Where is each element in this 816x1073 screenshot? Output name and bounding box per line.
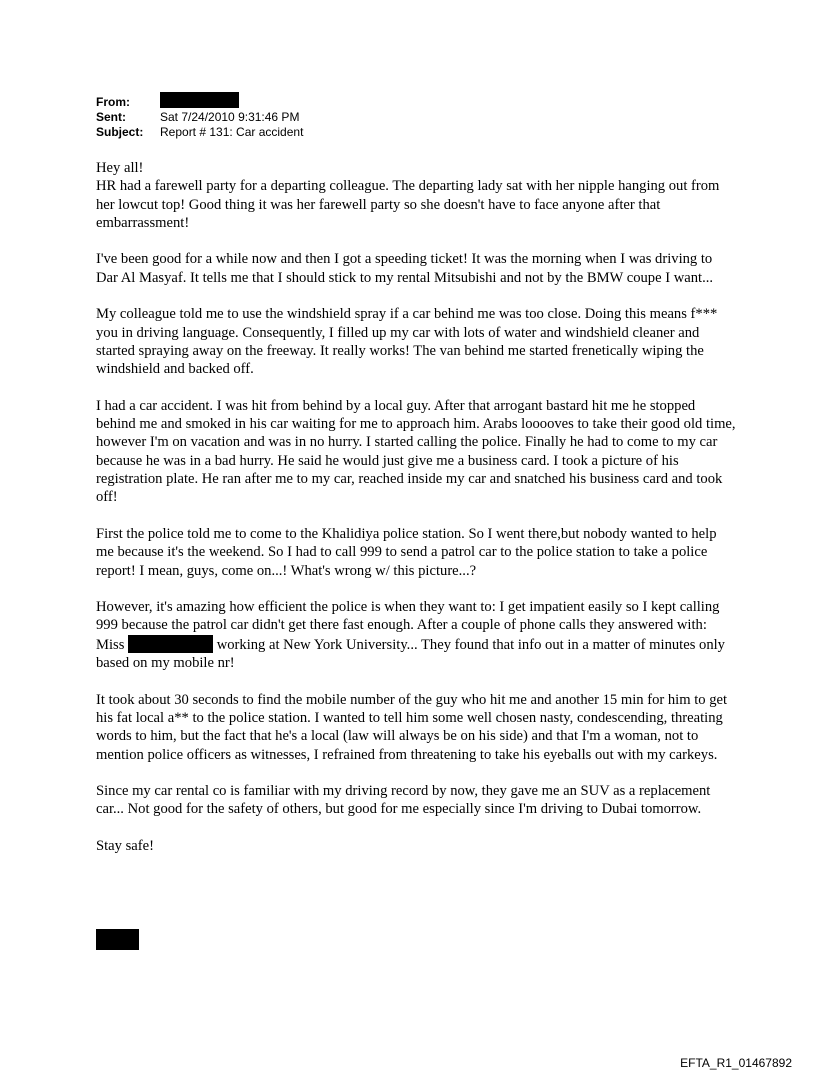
email-header — [96, 94, 303, 139]
paragraph-6-start: However, it's amazing how efficient the police is when they want to: I get impatient easily so I kept calling 999 because the patrol car didn't get there fast enough. After a couple of phone calls they answered with: Miss — [96, 599, 720, 653]
sent-value: Sat 7/24/2010 9:31:46 PM — [160, 109, 300, 124]
paragraph-6 — [96, 598, 736, 672]
subject-row — [96, 124, 303, 139]
from-label: From: — [96, 94, 130, 109]
subject-value: Report # 131: Car accident — [160, 124, 304, 139]
subject-label: Subject: — [96, 124, 144, 139]
paragraph-4: I had a car accident. I was hit from behind by a local guy. After that arrogant bastard hit me he stopped behind me and smoked in his car waiting for me to approach him. Arabs looooves to take their good old time, however I'm on vacation and was in no hurry. I started calling the police. Finally he had to come to my car because he was in a bad hurry. He said he would just give me a business card. I took a picture of his registration plate. He ran after me to my car, reached inside my car and snatched his business card and took off! — [96, 397, 736, 506]
paragraph-7: It took about 30 seconds to find the mobile number of the guy who hit me and another 15 min for him to get his fat local a** to the police station. I wanted to tell him some well chosen nasty, condescending, threating words to him, but the fact that he's a local (law will always be on his side) and that I'm a woman, not to mention police officers as witnesses, I refrained from threatening to take his eyeballs out with my carkeys. — [96, 691, 728, 763]
signature-redaction — [96, 929, 139, 950]
document-id: EFTA_R1_01467892 — [680, 1056, 792, 1070]
email-body — [96, 159, 736, 874]
greeting: Hey all! — [96, 160, 144, 176]
paragraph-8: Since my car rental co is familiar with my driving record by now, they gave me an SUV as a replacement car... Not good for the safety of others, but good for me especially since I'm driving to Dubai tomorrow. — [96, 783, 711, 818]
sent-row — [96, 109, 303, 124]
paragraph-6-end: working at New York University... They found that info out in a matter of minutes only based on my mobile nr! — [96, 636, 725, 672]
closing: Stay safe! — [96, 837, 154, 854]
from-redaction — [160, 92, 239, 108]
name-redaction — [128, 635, 213, 653]
from-row — [96, 94, 303, 109]
paragraph-3: My colleague told me to use the windshield spray if a car behind me was too close. Doing this means f*** you in driving language. Consequently, I filled up my car with lots of water and windshield cleaner and started spraying away on the freeway. It really works! The van behind me started frenetically wiping the windshield and backed off. — [96, 306, 718, 378]
paragraph-5: First the police told me to come to the Khalidiya police station. So I went there,but nobody wanted to help me because it's the weekend. So I had to call 999 to send a patrol car to the police station to take a police report! I mean, guys, come on...! What's wrong w/ this picture...? — [96, 525, 717, 579]
sent-label: Sent: — [96, 109, 126, 124]
paragraph-2: I've been good for a while now and then I got a speeding ticket! It was the morning when I was driving to Dar Al Masyaf. It tells me that I should stick to my rental Mitsubishi and not by the BMW coupe I want... — [96, 251, 714, 286]
paragraph-1: HR had a farewell party for a departing colleague. The departing lady sat with her nipple hanging out from her lowcut top! Good thing it was her farewell party so she doesn't have to face anyone after that embarrassment! — [96, 178, 720, 231]
